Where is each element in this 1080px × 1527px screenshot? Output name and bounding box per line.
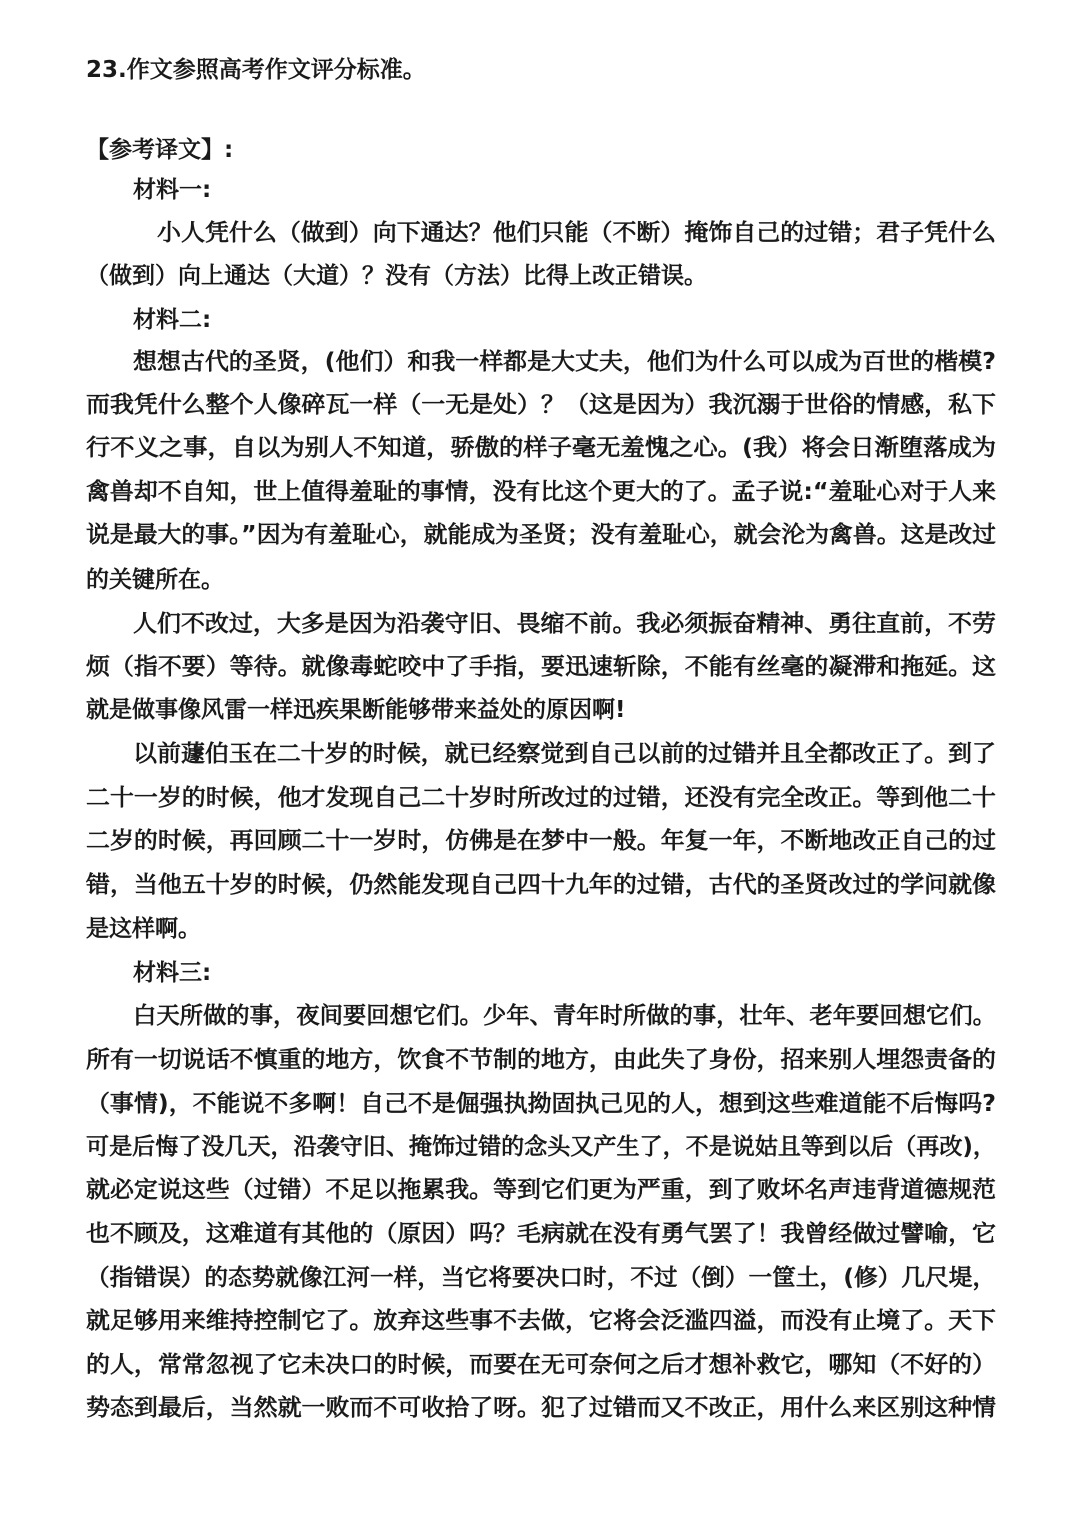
paragraph-line: 说是最大的事。”因为有羞耻心，就能成为圣贤；没有羞耻心，就会沦为禽兽。这是改过 <box>86 522 996 548</box>
paragraph-line: 就是做事像风雷一样迅疾果断能够带来益处的原因啊! <box>86 697 626 723</box>
paragraph-line: 而我凭什么整个人像碎瓦一样（一无是处）？（这是因为）我沉溺于世俗的情感，私下 <box>86 392 996 418</box>
material-1-label-row <box>0 168 1080 212</box>
material-1-label: 材料一: <box>133 177 212 203</box>
paragraph-line: 禽兽却不自知，世上值得羞耻的事情，没有比这个更大的了。孟子说:“羞耻心对于人来 <box>86 479 996 505</box>
paragraph-line: 势态到最后，当然就一败而不可收拾了呀。犯了过错而又不改正，用什么来区别这种情 <box>86 1395 996 1421</box>
paragraph-line-row <box>0 1343 1080 1387</box>
paragraph-line: 可是后悔了没几天，沿袭守旧、掩饰过错的念头又产生了，不是说姑且等到以后（再改)， <box>86 1134 996 1160</box>
paragraph-line: 小人凭什么（做到）向下通达？他们只能（不断）掩饰自己的过错；君子凭什么 <box>157 220 996 246</box>
paragraph-line-row <box>0 513 1080 557</box>
paragraph-line-row <box>0 819 1080 863</box>
paragraph-line-row <box>0 211 1080 255</box>
paragraph-line-row <box>0 1299 1080 1343</box>
paragraph-line: （指错误）的态势就像江河一样，当它将要决口时，不过（倒）一筐土，(修）几尺堤， <box>86 1265 996 1291</box>
paragraph-line: 所有一切说话不慎重的地方，饮食不节制的地方，由此失了身份，招来别人埋怨责备的 <box>86 1047 996 1073</box>
paragraph-line: 就足够用来维持控制它了。放弃这些事不去做，它将会泛滥四溢，而没有止境了。天下 <box>86 1308 996 1334</box>
paragraph-line: 二岁的时候，再回顾二十一岁时，仿佛是在梦中一般。年复一年，不断地改正自己的过 <box>86 828 996 854</box>
translation-header-row <box>0 128 1080 172</box>
paragraph-line-row <box>0 994 1080 1038</box>
material-2-label-row <box>0 298 1080 342</box>
paragraph-line-row <box>0 688 1080 732</box>
paragraph-line: 行不义之事，自以为别人不知道，骄傲的样子毫无羞愧之心。(我）将会日渐堕落成为 <box>86 435 996 461</box>
paragraph-line-row <box>0 602 1080 646</box>
paragraph-line: 想想古代的圣贤，(他们）和我一样都是大丈夫，他们为什么可以成为百世的楷模? <box>133 349 996 375</box>
question-23-heading-row <box>0 48 1080 92</box>
paragraph-line: 就必定说这些（过错）不足以拖累我。等到它们更为严重，到了败坏名声违背道德规范 <box>86 1177 996 1203</box>
paragraph-line: 白天所做的事，夜间要回想它们。少年、青年时所做的事，壮年、老年要回想它们。 <box>133 1003 996 1029</box>
paragraph-line-row <box>0 1256 1080 1300</box>
material-2-label: 材料二: <box>133 307 212 333</box>
question-23-heading: 23.作文参照高考作文评分标准。 <box>86 57 426 83</box>
paragraph-line-row <box>0 1386 1080 1430</box>
paragraph-line-row <box>0 1168 1080 1212</box>
material-3-label: 材料三: <box>133 960 212 986</box>
paragraph-line-row <box>0 1125 1080 1169</box>
paragraph-line: （做到）向上通达（大道）？没有（方法）比得上改正错误。 <box>86 263 707 289</box>
paragraph-line-row <box>0 383 1080 427</box>
paragraph-line: 烦（指不要）等待。就像毒蛇咬中了手指，要迅速斩除，不能有丝毫的凝滞和拖延。这 <box>86 654 996 680</box>
paragraph-line: 二十一岁的时候，他才发现自己二十岁时所改过的过错，还没有完全改正。等到他二十 <box>86 785 996 811</box>
paragraph-line: 错，当他五十岁的时候，仍然能发现自己四十九年的过错，古代的圣贤改过的学问就像 <box>86 872 996 898</box>
paragraph-line: 人们不改过，大多是因为沿袭守旧、畏缩不前。我必须振奋精神、勇往直前，不劳 <box>133 611 996 637</box>
paragraph-line-row <box>0 470 1080 514</box>
paragraph-line-row <box>0 645 1080 689</box>
paragraph-line: 以前蘧伯玉在二十岁的时候，就已经察觉到自己以前的过错并且全都改正了。到了 <box>133 741 996 767</box>
paragraph-line-row <box>0 1212 1080 1256</box>
paragraph-line-row <box>0 863 1080 907</box>
material-3-label-row <box>0 951 1080 995</box>
paragraph-line: 是这样啊。 <box>86 916 201 942</box>
paragraph-line: 的人，常常忽视了它未决口的时候，而要在无可奈何之后才想补救它，哪知（不好的） <box>86 1352 996 1378</box>
paragraph-line-row <box>0 732 1080 776</box>
paragraph-line-row <box>0 1082 1080 1126</box>
paragraph-line: （事情)，不能说不多啊！自己不是倔强执拗固执己见的人，想到这些难道能不后悔吗? <box>86 1091 997 1117</box>
paragraph-line-row <box>0 426 1080 470</box>
translation-header: 【参考译文】: <box>86 137 234 163</box>
paragraph-line-row <box>0 776 1080 820</box>
paragraph-line: 的关键所在。 <box>86 567 224 593</box>
paragraph-line-row <box>0 1038 1080 1082</box>
paragraph-line-row <box>0 558 1080 602</box>
paragraph-line: 也不顾及，这难道有其他的（原因）吗？毛病就在没有勇气罢了！我曾经做过譬喻，它 <box>86 1221 996 1247</box>
paragraph-line-row <box>0 340 1080 384</box>
paragraph-line-row <box>0 254 1080 298</box>
paragraph-line-row <box>0 907 1080 951</box>
